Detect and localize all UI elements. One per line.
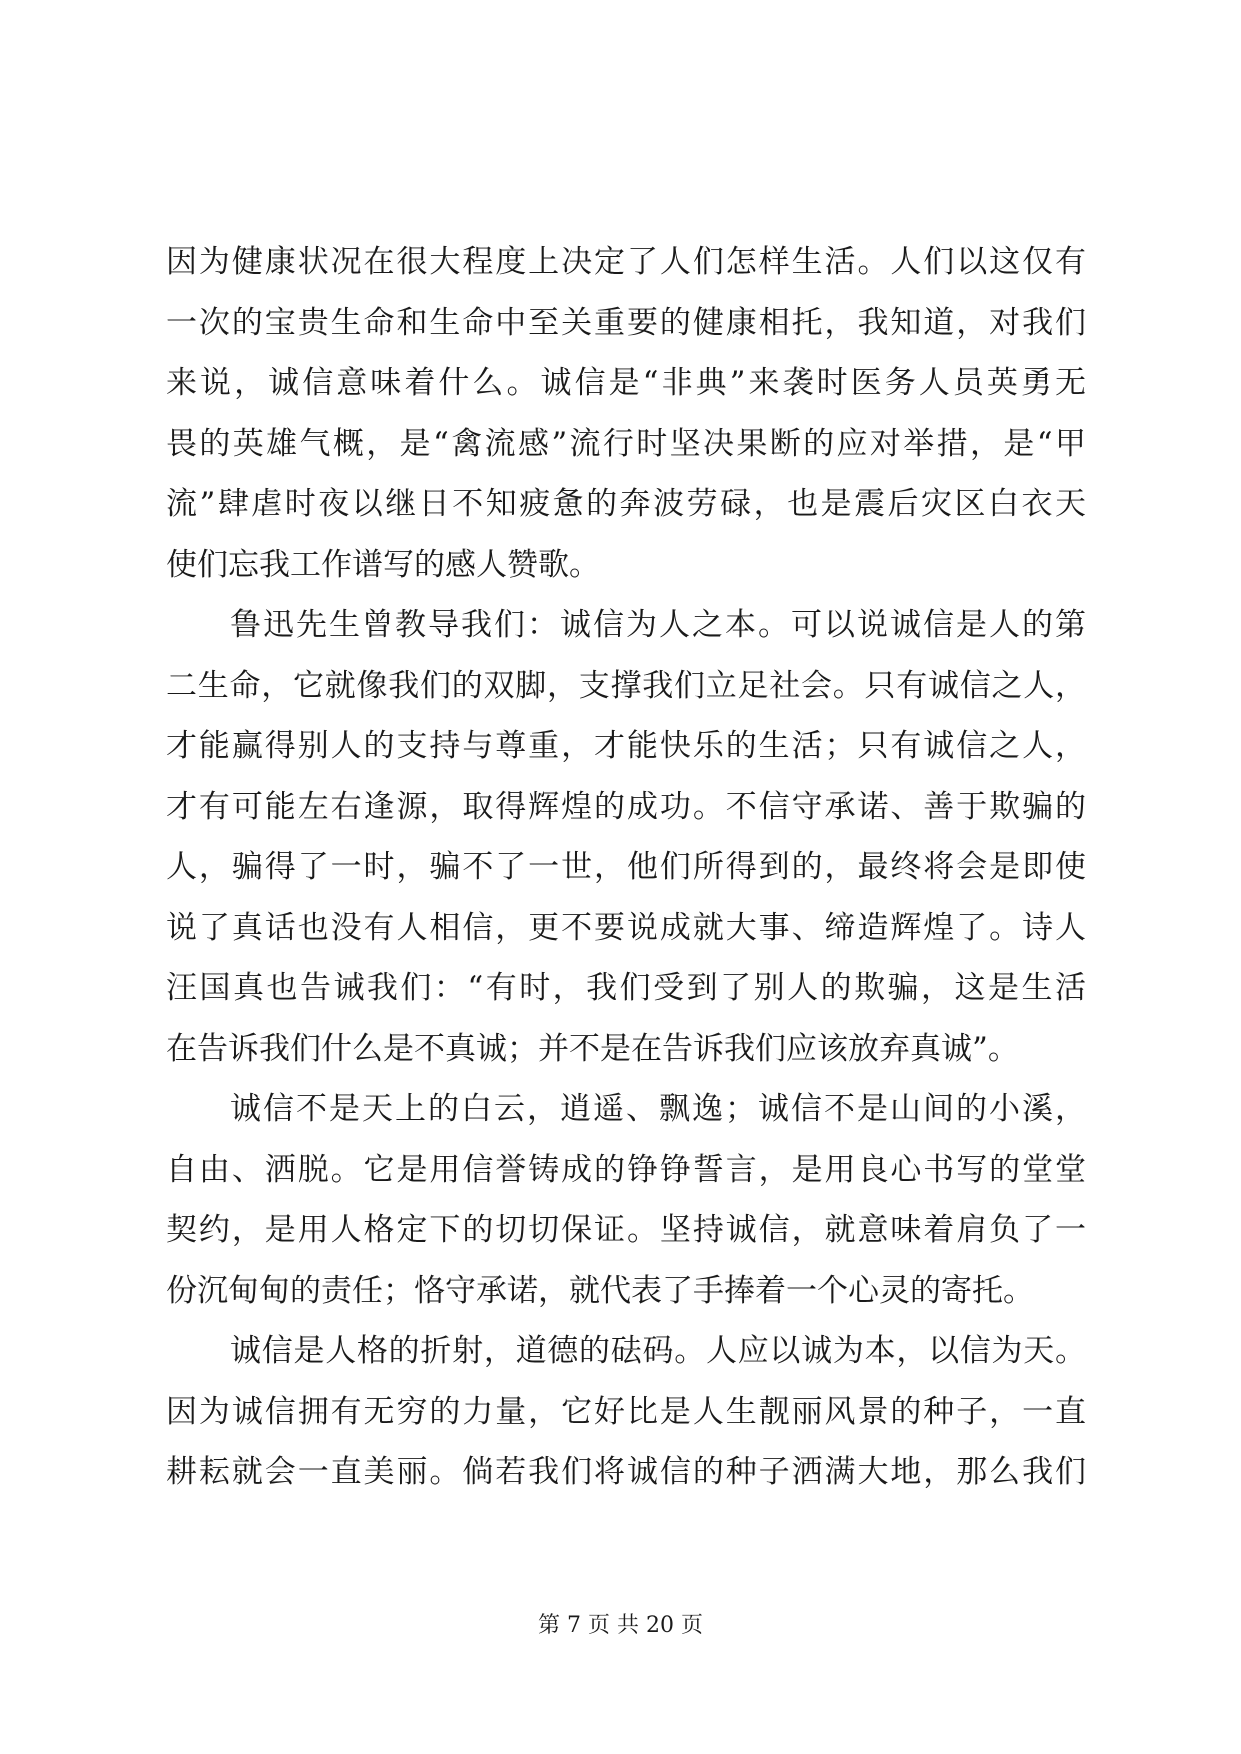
text-line: 流”肆虐时夜以继日不知疲惫的奔波劳碌，也是震后灾区白衣天: [166, 486, 1086, 522]
text-line: 才有可能左右逢源，取得辉煌的成功。不信守承诺、善于欺骗的: [166, 788, 1086, 825]
text-line: 契约，是用人格定下的切切保证。坚持诚信，就意味着肩负了一: [166, 1212, 1086, 1248]
text-line: 因为诚信拥有无穷的力量，它好比是人生靓丽风景的种子，一直: [166, 1393, 1086, 1430]
text-line: 份沉甸甸的责任；恪守承诺，就代表了手捧着一个心灵的寄托。: [166, 1272, 1034, 1309]
text-line: 汪国真也告诫我们：“有时，我们受到了别人的欺骗，这是生活: [166, 970, 1086, 1006]
text-line: 才能赢得别人的支持与尊重，才能快乐的生活；只有诚信之人，: [166, 728, 1086, 764]
text-line: 二生命，它就像我们的双脚，支撑我们立足社会。只有诚信之人，: [166, 667, 1086, 704]
text-line: 鲁迅先生曾教导我们：诚信为人之本。可以说诚信是人的第: [230, 607, 1086, 643]
text-line: 人，骗得了一时，骗不了一世，他们所得到的，最终将会是即使: [166, 849, 1086, 885]
text-line: 畏的英雄气概，是“禽流感”流行时坚决果断的应对举措，是“甲: [166, 425, 1086, 462]
text-line: 一次的宝贵生命和生命中至关重要的健康相托，我知道，对我们: [166, 304, 1086, 341]
page-number-footer: 第 7 页 共 20 页: [538, 1613, 703, 1638]
text-line: 诚信不是天上的白云，逍遥、飘逸；诚信不是山间的小溪，: [230, 1091, 1086, 1127]
text-line: 耕耘就会一直美丽。倘若我们将诚信的种子洒满大地，那么我们: [166, 1454, 1086, 1490]
text-line: 诚信是人格的折射，道德的砝码。人应以诚为本，以信为天。: [230, 1333, 1086, 1369]
text-line: 来说，诚信意味着什么。诚信是“非典”来袭时医务人员英勇无: [166, 365, 1086, 401]
text-line: 自由、洒脱。它是用信誉铸成的铮铮誓言，是用良心书写的堂堂: [166, 1151, 1086, 1188]
text-line: 说了真话也没有人相信，更不要说成就大事、缔造辉煌了。诗人: [166, 909, 1086, 946]
text-line: 使们忘我工作谱写的感人赞歌。: [166, 546, 600, 583]
text-line: 因为健康状况在很大程度上决定了人们怎样生活。人们以这仅有: [166, 244, 1086, 280]
text-line: 在告诉我们什么是不真诚；并不是在告诉我们应该放弃真诚”。: [166, 1030, 1019, 1067]
body-text: [166, 232, 1086, 1503]
